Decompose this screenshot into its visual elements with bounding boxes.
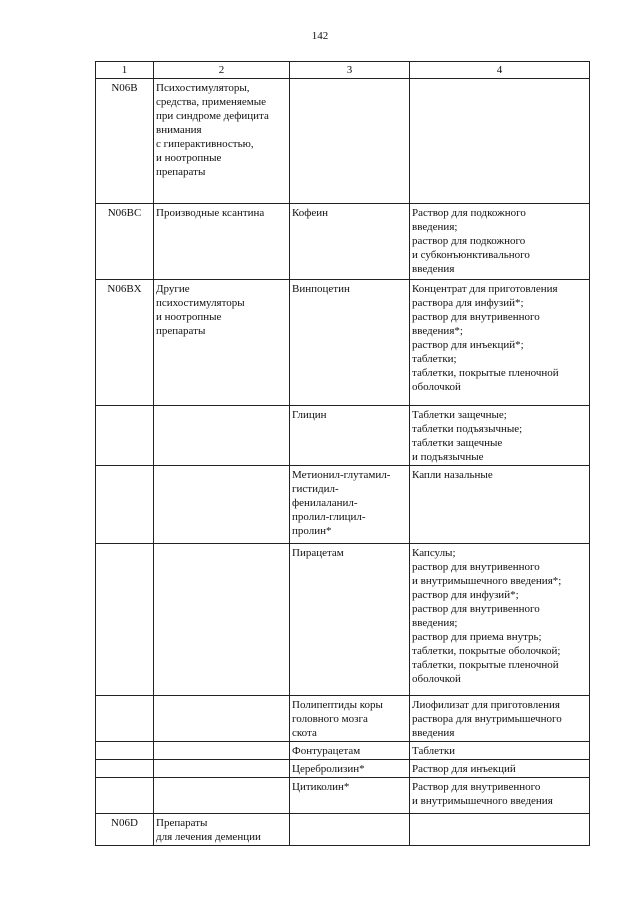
code-cell: N06BX [96,280,154,406]
dosage-form-cell [410,814,590,846]
table-row [96,742,590,760]
drug-name-cell: Цитиколин* [290,778,410,814]
header-cell-4: 4 [410,62,590,79]
dosage-form-cell: Раствор для подкожного введения; раствор для подкожного и субконъюнктивального введения [410,204,590,280]
group-cell [154,742,290,760]
table-row [96,466,590,544]
group-cell [154,778,290,814]
drug-name-cell: Кофеин [290,204,410,280]
drug-name-cell: Фонтурацетам [290,742,410,760]
group-cell [154,406,290,466]
group-cell: Производные ксантина [154,204,290,280]
table-header-row [96,62,590,79]
code-cell: N06B [96,79,154,204]
table-row [96,778,590,814]
drug-name-cell: Церебролизин* [290,760,410,778]
group-cell [154,760,290,778]
table-row [96,760,590,778]
dosage-form-cell: Концентрат для приготовления раствора для инфузий*; раствор для внутривенного введения*; раствор для инъекций*; таблетки; таблетки, покрытые пленочной оболочкой [410,280,590,406]
group-cell [154,466,290,544]
header-cell-3: 3 [290,62,410,79]
drug-name-cell [290,79,410,204]
dosage-form-cell: Таблетки защечные; таблетки подъязычные; таблетки защечные и подъязычные [410,406,590,466]
code-cell [96,760,154,778]
drug-name-cell [290,814,410,846]
table-row [96,79,590,204]
dosage-form-cell: Раствор для внутривенного и внутримышечного введения [410,778,590,814]
dosage-form-cell: Лиофилизат для приготовления раствора для внутримышечного введения [410,696,590,742]
drug-name-cell: Пирацетам [290,544,410,696]
code-cell [96,742,154,760]
table-row [96,204,590,280]
code-cell [96,778,154,814]
drug-name-cell: Полипептиды коры головного мозга скота [290,696,410,742]
code-cell: N06D [96,814,154,846]
header-cell-1: 1 [96,62,154,79]
group-cell: Другие психостимуляторы и ноотропные препараты [154,280,290,406]
code-cell [96,406,154,466]
dosage-form-cell: Раствор для инъекций [410,760,590,778]
table-row [96,280,590,406]
group-cell [154,696,290,742]
code-cell [96,544,154,696]
drug-name-cell: Глицин [290,406,410,466]
table-row [96,814,590,846]
header-cell-2: 2 [154,62,290,79]
group-cell [154,544,290,696]
table-row [96,696,590,742]
dosage-form-cell: Капсулы; раствор для внутривенного и внутримышечного введения*; раствор для инфузий*; раствор для внутривенного введения; раствор для приема внутрь; таблетки, покрытые оболочкой; таблетки, покрытые пленочной оболочкой [410,544,590,696]
drug-table [95,61,590,846]
table-row [96,544,590,696]
group-cell: Психостимуляторы, средства, применяемые при синдроме дефицита внимания с гиперактивностью, и ноотропные препараты [154,79,290,204]
code-cell [96,466,154,544]
code-cell [96,696,154,742]
page-number: 142 [311,30,329,42]
group-cell: Препараты для лечения деменции [154,814,290,846]
code-cell: N06BC [96,204,154,280]
dosage-form-cell: Таблетки [410,742,590,760]
drug-name-cell: Метионил-глутамил- гистидил- фенилаланил- пролил-глицил- пролин* [290,466,410,544]
drug-name-cell: Винпоцетин [290,280,410,406]
dosage-form-cell [410,79,590,204]
table-row [96,406,590,466]
dosage-form-cell: Капли назальные [410,466,590,544]
